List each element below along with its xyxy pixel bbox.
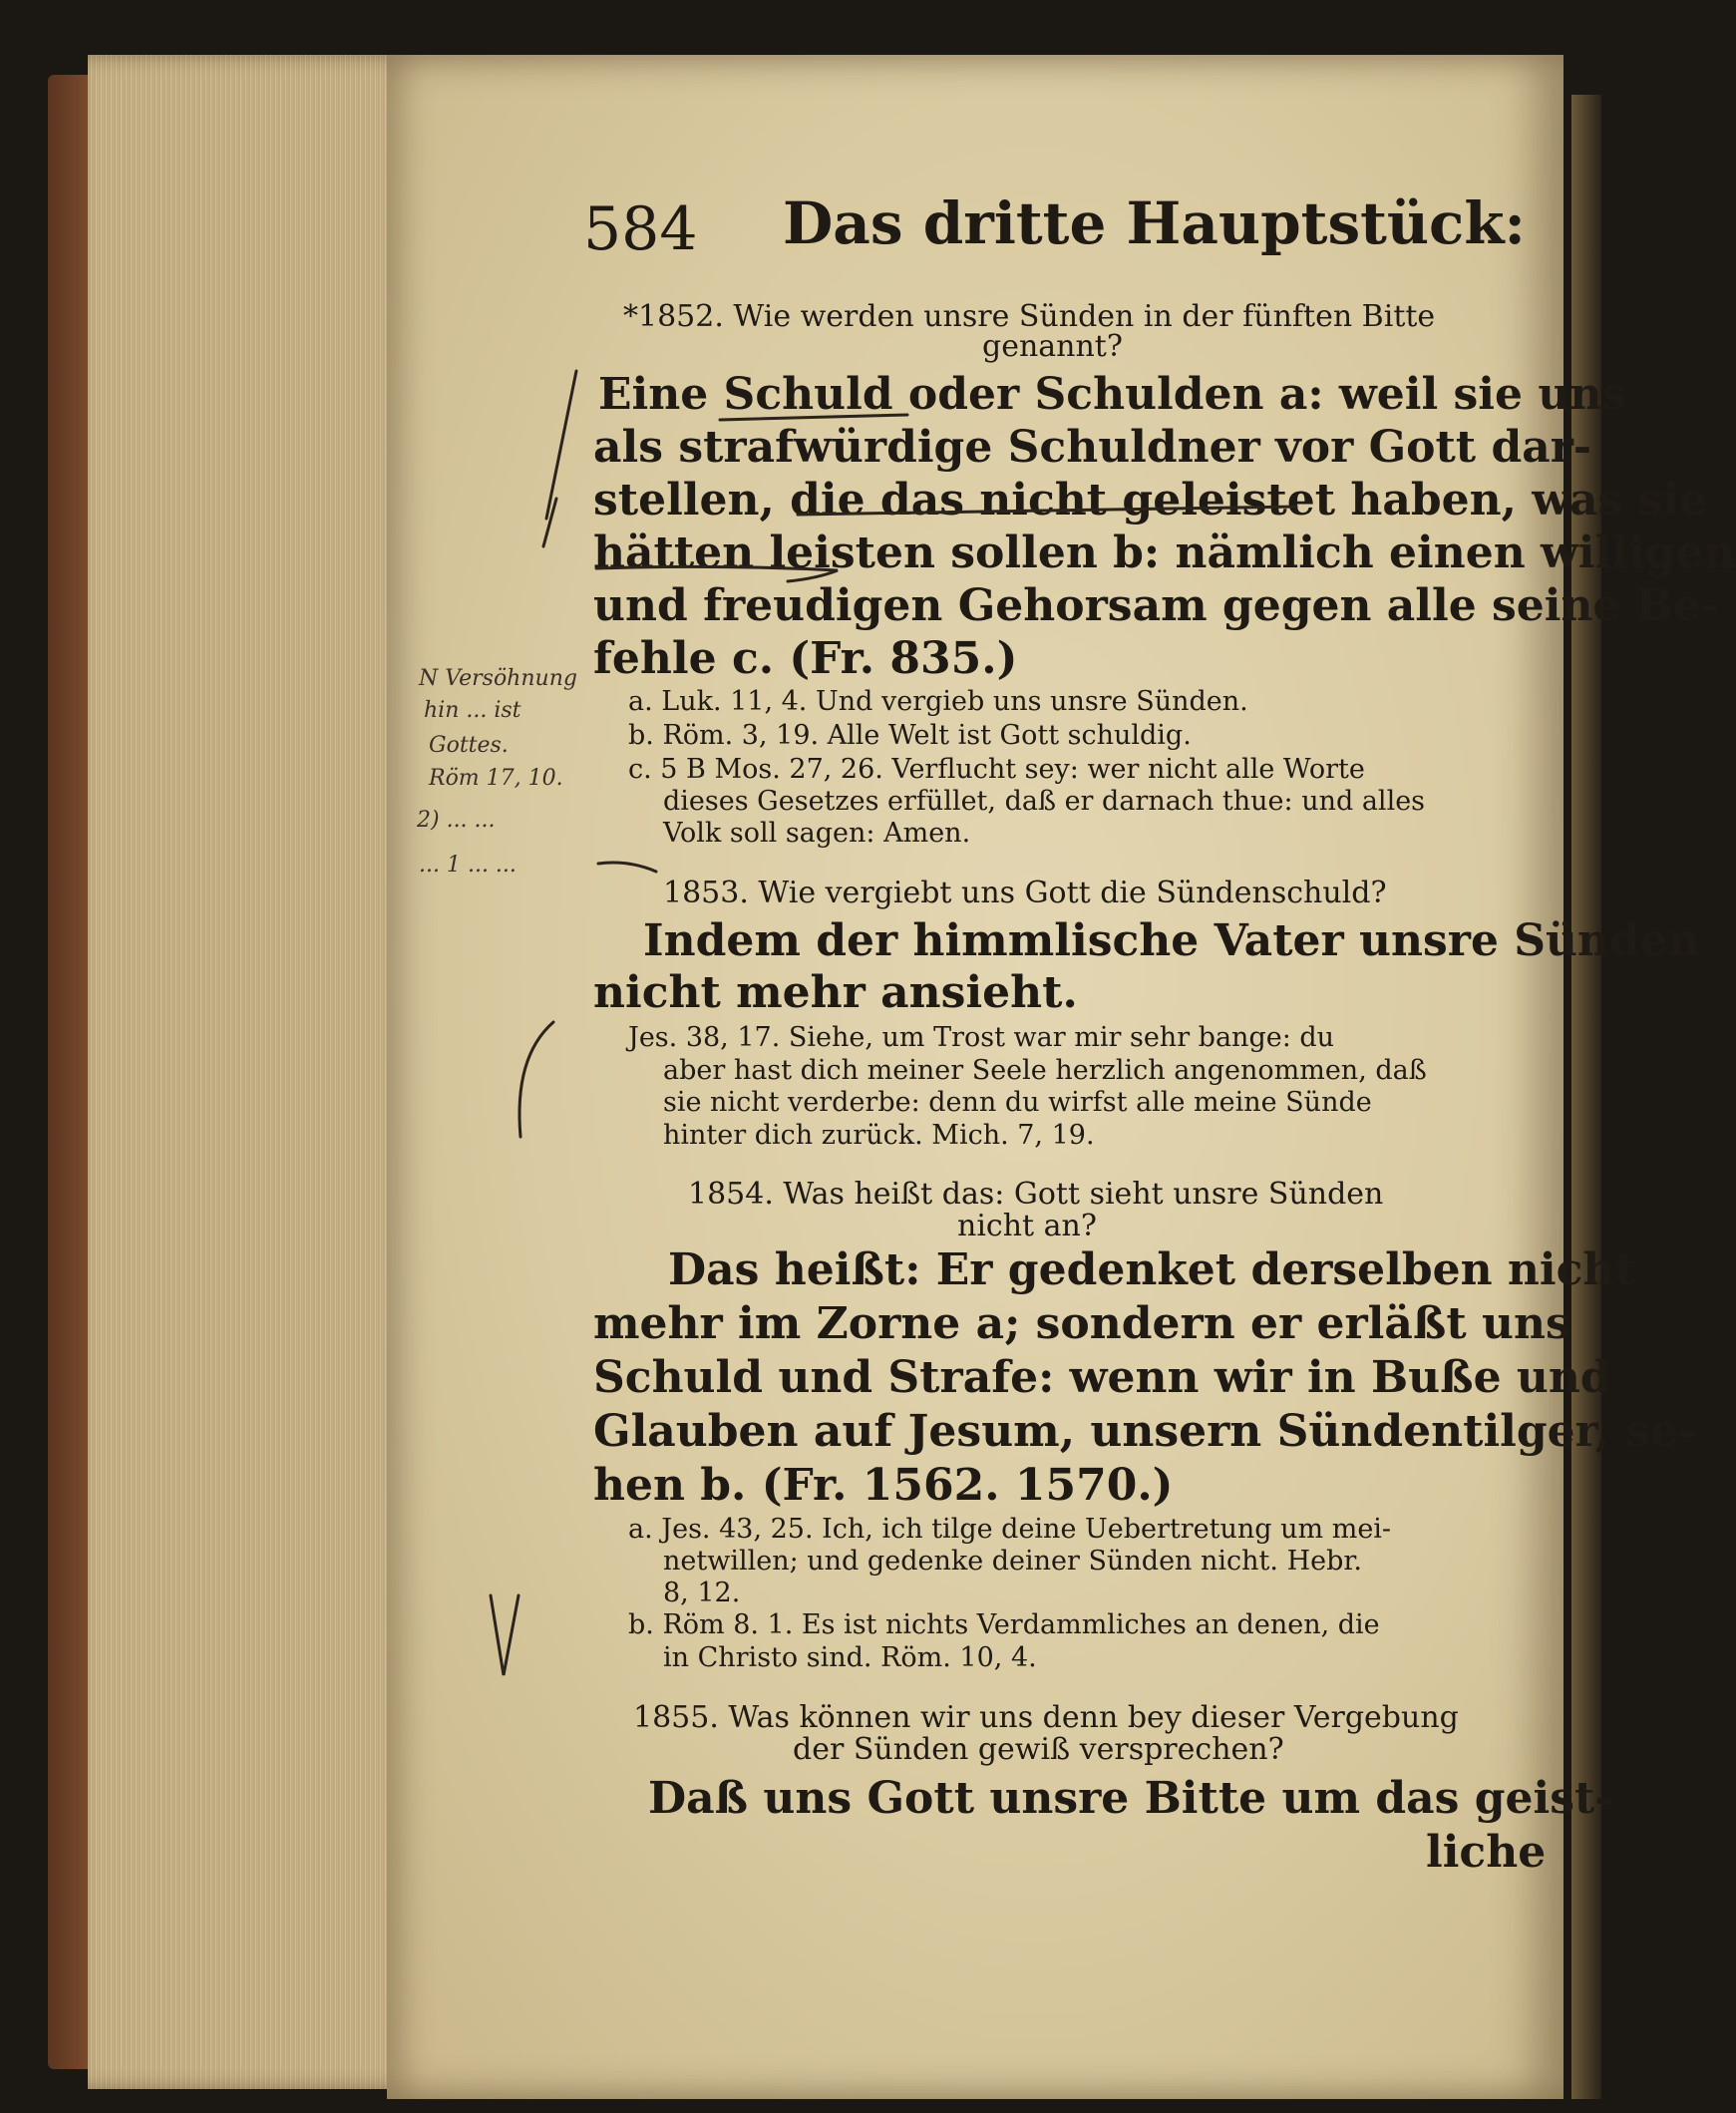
margin-stroke-3 [520, 1022, 553, 1137]
underline-geleistet [798, 507, 1296, 515]
answer-1855-line-1: Daß uns Gott unsre Bitte um das geist- [648, 1773, 1613, 1824]
underline-schuld [720, 415, 907, 420]
answer-1853-line-1: Indem der himmlische Vater unsre Sünden [643, 915, 1700, 966]
marginal-note-1: N Versöhnung [419, 666, 577, 691]
marginal-note-2: hin ... ist [424, 698, 521, 723]
ref-1854-b-line-2: in Christo sind. Röm. 10, 4. [663, 1642, 1037, 1673]
answer-1852-line-2: als strafwürdige Schuldner vor Gott dar- [593, 422, 1592, 473]
answer-1854-line-2: mehr im Zorne a; sondern er erläßt uns [593, 1298, 1570, 1349]
answer-1852-line-4: hätten leisten sollen b: nämlich einen willigen [593, 528, 1736, 578]
question-1855-line-1: 1855. Was können wir uns denn bey dieser Vergebung [633, 1700, 1459, 1735]
marginal-note-4: Röm 17, 10. [429, 766, 563, 791]
answer-1852-line-6: fehle c. (Fr. 835.) [593, 633, 1018, 684]
answer-1852-line-1: Eine Schuld oder Schulden a: weil sie uns [598, 369, 1627, 420]
margin-arrow [598, 863, 656, 872]
catchword: liche [1426, 1827, 1547, 1878]
answer-1854-line-3: Schuld und Strafe: wenn wir in Buße und [593, 1352, 1611, 1403]
ref-1852-c: c. 5 B Mos. 27, 26. Verflucht sey: wer nicht alle Worte [628, 754, 1365, 785]
answer-1854-line-1: Das heißt: Er gedenket derselben nicht [668, 1244, 1635, 1295]
marginal-note-6: ... 1 ... ... [419, 853, 517, 878]
question-1854-line-1: 1854. Was heißt das: Gott sieht unsre Sünden [688, 1177, 1384, 1212]
answer-1853-line-2: nicht mehr ansieht. [593, 967, 1078, 1018]
ref-1854-b: b. Röm 8. 1. Es ist nichts Verdammliches an denen, die [628, 1609, 1380, 1640]
ref-1854-a-line-2: netwillen; und gedenke deiner Sünden nicht. Hebr. [663, 1546, 1362, 1577]
marginal-note-3: Gottes. [429, 733, 509, 758]
margin-stroke-1 [546, 371, 576, 519]
question-1854-line-2: nicht an? [957, 1209, 1097, 1243]
answer-1852-line-3: stellen, die das nicht geleistet haben, was sie [593, 475, 1708, 526]
question-1855-line-2: der Sünden gewiß versprechen? [793, 1732, 1284, 1767]
answer-1854-line-4: Glauben auf Jesum, unsern Sündentilger, se- [593, 1406, 1697, 1457]
ref-1854-a: a. Jes. 43, 25. Ich, ich tilge deine Uebertretung um mei- [628, 1514, 1392, 1545]
ref-1854-a-line-3: 8, 12. [663, 1578, 741, 1608]
ref-1853-line-2: aber hast dich meiner Seele herzlich angenommen, daß [663, 1055, 1427, 1086]
answer-1854-line-5: hen b. (Fr. 1562. 1570.) [593, 1460, 1174, 1511]
ref-1853-line-1: Jes. 38, 17. Siehe, um Trost war mir sehr bange: du [628, 1022, 1335, 1053]
page-number: 584 [583, 194, 698, 264]
answer-1852-line-5: und freudigen Gehorsam gegen alle seine Be- [593, 580, 1720, 631]
underline-haetten [596, 566, 838, 581]
ref-1852-b: b. Röm. 3, 19. Alle Welt ist Gott schuldig. [628, 720, 1192, 751]
ref-1853-line-4: hinter dich zurück. Mich. 7, 19. [663, 1120, 1095, 1151]
question-1853: 1853. Wie vergiebt uns Gott die Sündenschuld? [663, 876, 1387, 910]
ref-1853-line-3: sie nicht verderbe: denn du wirfst alle meine Sünde [663, 1087, 1372, 1118]
margin-check [491, 1595, 519, 1675]
ref-1852-a: a. Luk. 11, 4. Und vergieb uns unsre Sünden. [628, 686, 1248, 717]
question-1852-line-1: *1852. Wie werden unsre Sünden in der fünften Bitte [623, 299, 1436, 334]
ref-1852-c-line-3: Volk soll sagen: Amen. [663, 818, 971, 849]
running-title: Das dritte Hauptstück: [783, 189, 1526, 257]
ref-1852-c-line-2: dieses Gesetzes erfüllet, daß er darnach thue: und alles [663, 786, 1426, 817]
question-1852-line-2: genannt? [982, 329, 1123, 364]
marginal-note-5: 2) ... ... [417, 808, 496, 833]
